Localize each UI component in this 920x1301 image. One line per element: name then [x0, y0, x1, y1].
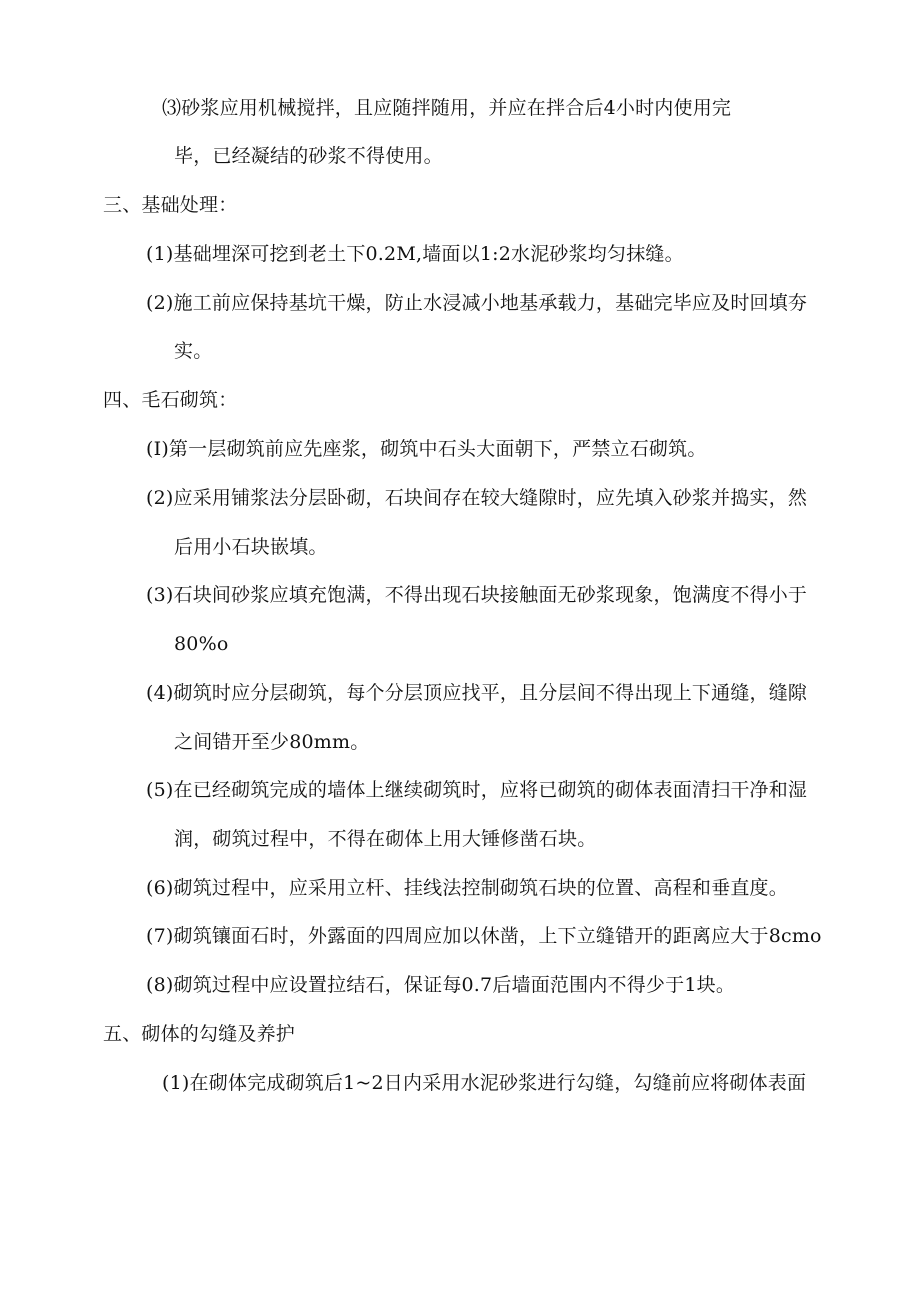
paragraph-line: (4)砌筑时应分层砌筑，每个分层顶应找平，且分层间不得出现上下通缝，缝隙	[146, 682, 808, 704]
paragraph-line: 之间错开至少80mm。	[174, 731, 370, 753]
paragraph-line: ⑶砂浆应用机械搅拌，且应随拌随用，并应在拌合后4小时内使用完	[162, 97, 732, 119]
paragraph-line: 80%o	[174, 633, 229, 655]
paragraph-line: 实。	[174, 340, 213, 362]
paragraph-line: (7)砌筑镶面石时，外露面的四周应加以休凿，上下立缝错开的距离应大于8cmo	[146, 925, 822, 947]
paragraph-line: (1)基础埋深可挖到老土下0.2M,墙面以1:2水泥砂浆均匀抹缝。	[146, 243, 684, 265]
paragraph-line: 毕，已经凝结的砂浆不得使用。	[174, 145, 443, 167]
paragraph-line: (2)施工前应保持基坑干燥，防止水浸减小地基承载力，基础完毕应及时回填夯	[146, 292, 808, 314]
paragraph-line: (5)在已经砌筑完成的墙体上继续砌筑时，应将已砌筑的砌体表面清扫干净和湿	[146, 779, 808, 801]
paragraph-line: (I)第一层砌筑前应先座浆，砌筑中石头大面朝下，严禁立石砌筑。	[146, 438, 707, 460]
paragraph-line: (3)石块间砂浆应填充饱满，不得出现石块接触面无砂浆现象，饱满度不得小于	[146, 584, 808, 606]
paragraph-line: (2)应采用铺浆法分层卧砌，石块间存在较大缝隙时，应先填入砂浆并捣实，然	[146, 487, 808, 509]
section-heading: 三、基础处理：	[103, 194, 238, 216]
paragraph-line: (1)在砌体完成砌筑后1~2日内采用水泥砂浆进行勾缝，勾缝前应将砌体表面	[162, 1072, 807, 1094]
paragraph-line: 润，砌筑过程中，不得在砌体上用大锤修凿石块。	[174, 828, 597, 850]
section-heading: 四、毛石砌筑：	[103, 389, 238, 411]
section-heading: 五、砌体的勾缝及养护	[103, 1023, 296, 1045]
paragraph-line: 后用小石块嵌填。	[174, 536, 328, 558]
paragraph-line: (6)砌筑过程中，应采用立杆、挂线法控制砌筑石块的位置、高程和垂直度。	[146, 877, 788, 899]
paragraph-line: (8)砌筑过程中应设置拉结石，保证每0.7后墙面范围内不得少于1块。	[146, 974, 736, 996]
